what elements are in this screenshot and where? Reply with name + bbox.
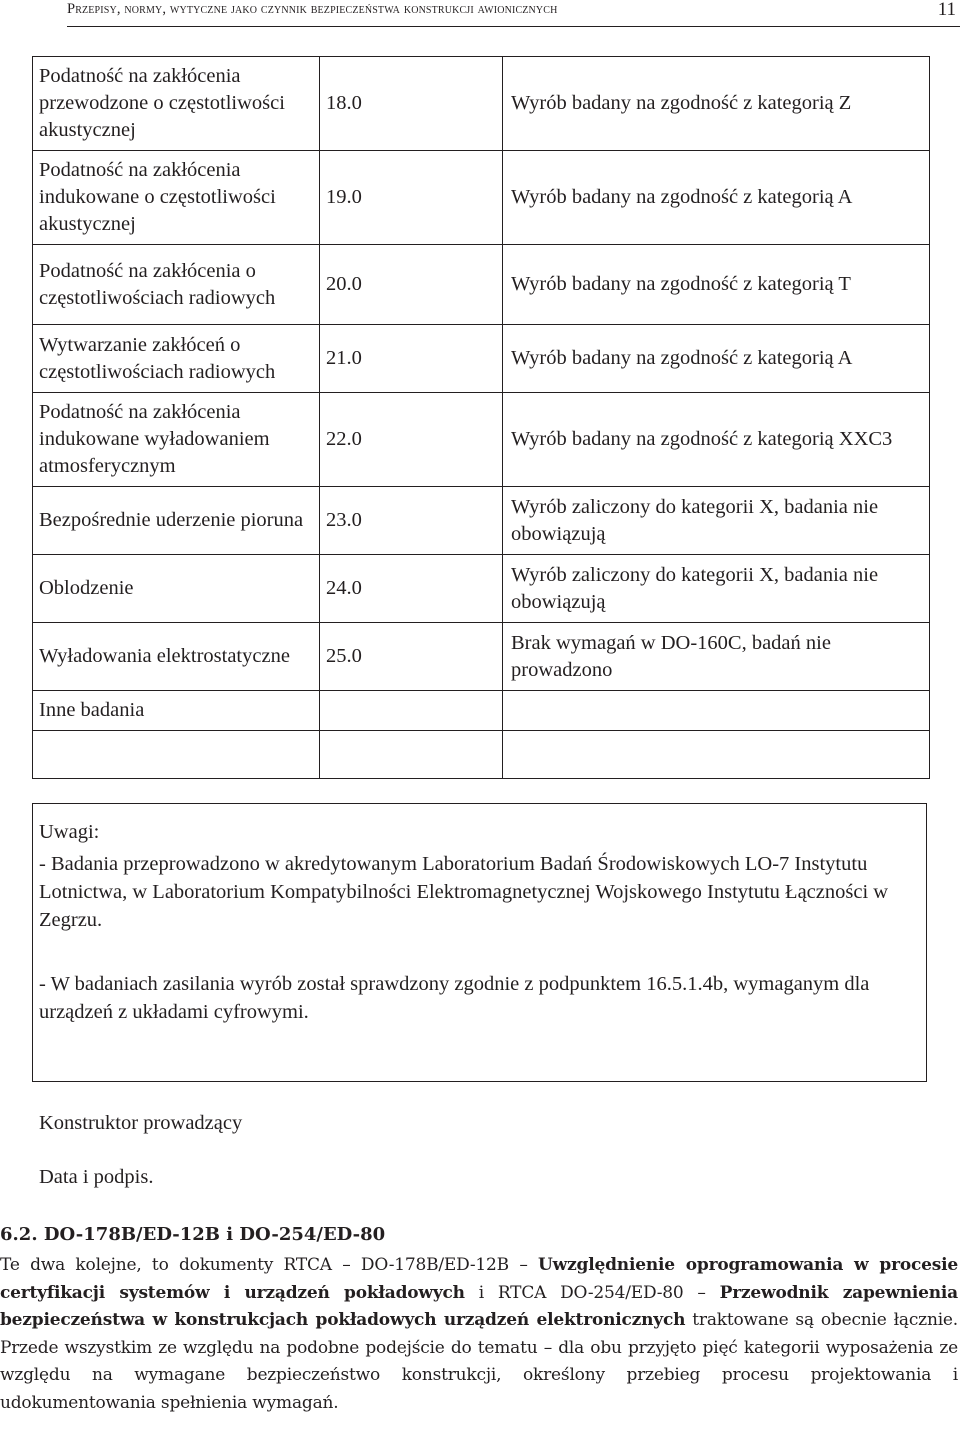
section-cell: 18.0: [320, 57, 503, 151]
test-name-cell: Podatność na zakłócenia o częstotliwościach radiowych: [33, 245, 320, 325]
table-row: [33, 151, 930, 245]
table-row: [33, 57, 930, 151]
result-cell: Wyrób zaliczony do kategorii X, badania nie obowiązują: [503, 487, 930, 555]
test-name-cell: Oblodzenie: [33, 555, 320, 623]
section-body: [0, 1252, 958, 1418]
section-cell: 23.0: [320, 487, 503, 555]
test-results-table: [32, 56, 930, 779]
result-cell: Wyrób badany na zgodność z kategorią A: [503, 325, 930, 393]
section-heading: 6.2. DO-178B/ED-12B i DO-254/ED-80: [0, 1224, 386, 1245]
result-cell: Brak wymagań w DO-160C, badań nie prowadzono: [503, 623, 930, 691]
test-name-cell: Wytwarzanie zakłóceń o częstotliwościach radiowych: [33, 325, 320, 393]
note-item: - Badania przeprowadzono w akredytowanym Laboratorium Badań Środowiskowych LO-7 Instytutu Lotnictwa, w Laboratorium Kompatybilności Elektromagnetycznej Wojskowego Instytutu Łączności w Zegrzu.: [39, 853, 889, 931]
result-cell: Wyrób badany na zgodność z kategorią Z: [503, 57, 930, 151]
test-name-cell: Podatność na zakłócenia indukowane wyładowaniem atmosferycznym: [33, 393, 320, 487]
test-name-cell: Wyładowania elektrostatyczne: [33, 623, 320, 691]
test-name-cell: Bezpośrednie uderzenie pioruna: [33, 487, 320, 555]
table-row: [33, 325, 930, 393]
test-name-cell: [33, 731, 320, 779]
section-cell: 25.0: [320, 623, 503, 691]
result-cell: Wyrób zaliczony do kategorii X, badania nie obowiązują: [503, 555, 930, 623]
notes-heading: Uwagi:: [39, 821, 100, 843]
note-item: - W badaniach zasilania wyrób został sprawdzony zgodnie z podpunktem 16.5.1.4b, wymaganym dla urządzeń z układami cyfrowymi.: [39, 973, 870, 1023]
result-cell: Wyrób badany na zgodność z kategorią XXC3: [503, 393, 930, 487]
section-cell: 19.0: [320, 151, 503, 245]
test-name-cell: Podatność na zakłócenia indukowane o częstotliwości akustycznej: [33, 151, 320, 245]
date-signature-label: Data i podpis.: [39, 1166, 154, 1188]
table-row: [33, 555, 930, 623]
result-cell: [503, 691, 930, 731]
body-text: traktowane są obecnie łącznie. Przede wszystkim ze względu na podobne podejście do tematu – dla obu przyjęto pięć kategorii wyposażenia ze względu na wymagane bezpieczeństwo konstrukcji, określony przebieg procesu projektowania i udokumentowania spełnienia wymagań.: [0, 1310, 958, 1413]
test-name-cell: Inne badania: [33, 691, 320, 731]
section-cell: 20.0: [320, 245, 503, 325]
body-bold-title: Przewodnik zapewnienia bezpieczeństwa w konstrukcjach pokładowych urządzeń elektronicznych: [0, 1282, 958, 1331]
table-row: [33, 393, 930, 487]
table-row: [33, 731, 930, 779]
section-cell: 24.0: [320, 555, 503, 623]
header-title: Przepisy, normy, wytyczne jako czynnik bezpieczeństwa konstrukcji awionicznych: [67, 1, 558, 17]
result-cell: [503, 731, 930, 779]
section-cell: [320, 691, 503, 731]
constructor-label: Konstruktor prowadzący: [39, 1112, 243, 1134]
section-cell: 22.0: [320, 393, 503, 487]
body-bold-title: Uwzględnienie oprogramowania w procesie certyfikacji systemów i urządzeń pokładowych: [0, 1255, 958, 1303]
body-text: Te dwa kolejne, to dokumenty RTCA – DO-178B/ED-12B –: [0, 1255, 539, 1275]
table-row: [33, 623, 930, 691]
section-cell: 21.0: [320, 325, 503, 393]
table-row: [33, 691, 930, 731]
body-text: i RTCA DO-254/ED-80 –: [464, 1282, 720, 1303]
result-cell: Wyrób badany na zgodność z kategorią T: [503, 245, 930, 325]
notes-box: [32, 803, 927, 1082]
page-number: 11: [937, 0, 956, 20]
test-name-cell: Podatność na zakłócenia przewodzone o częstotliwości akustycznej: [33, 57, 320, 151]
table-row: [33, 487, 930, 555]
result-cell: Wyrób badany na zgodność z kategorią A: [503, 151, 930, 245]
running-header: [67, 0, 960, 27]
table-row: [33, 245, 930, 325]
section-cell: [320, 731, 503, 779]
